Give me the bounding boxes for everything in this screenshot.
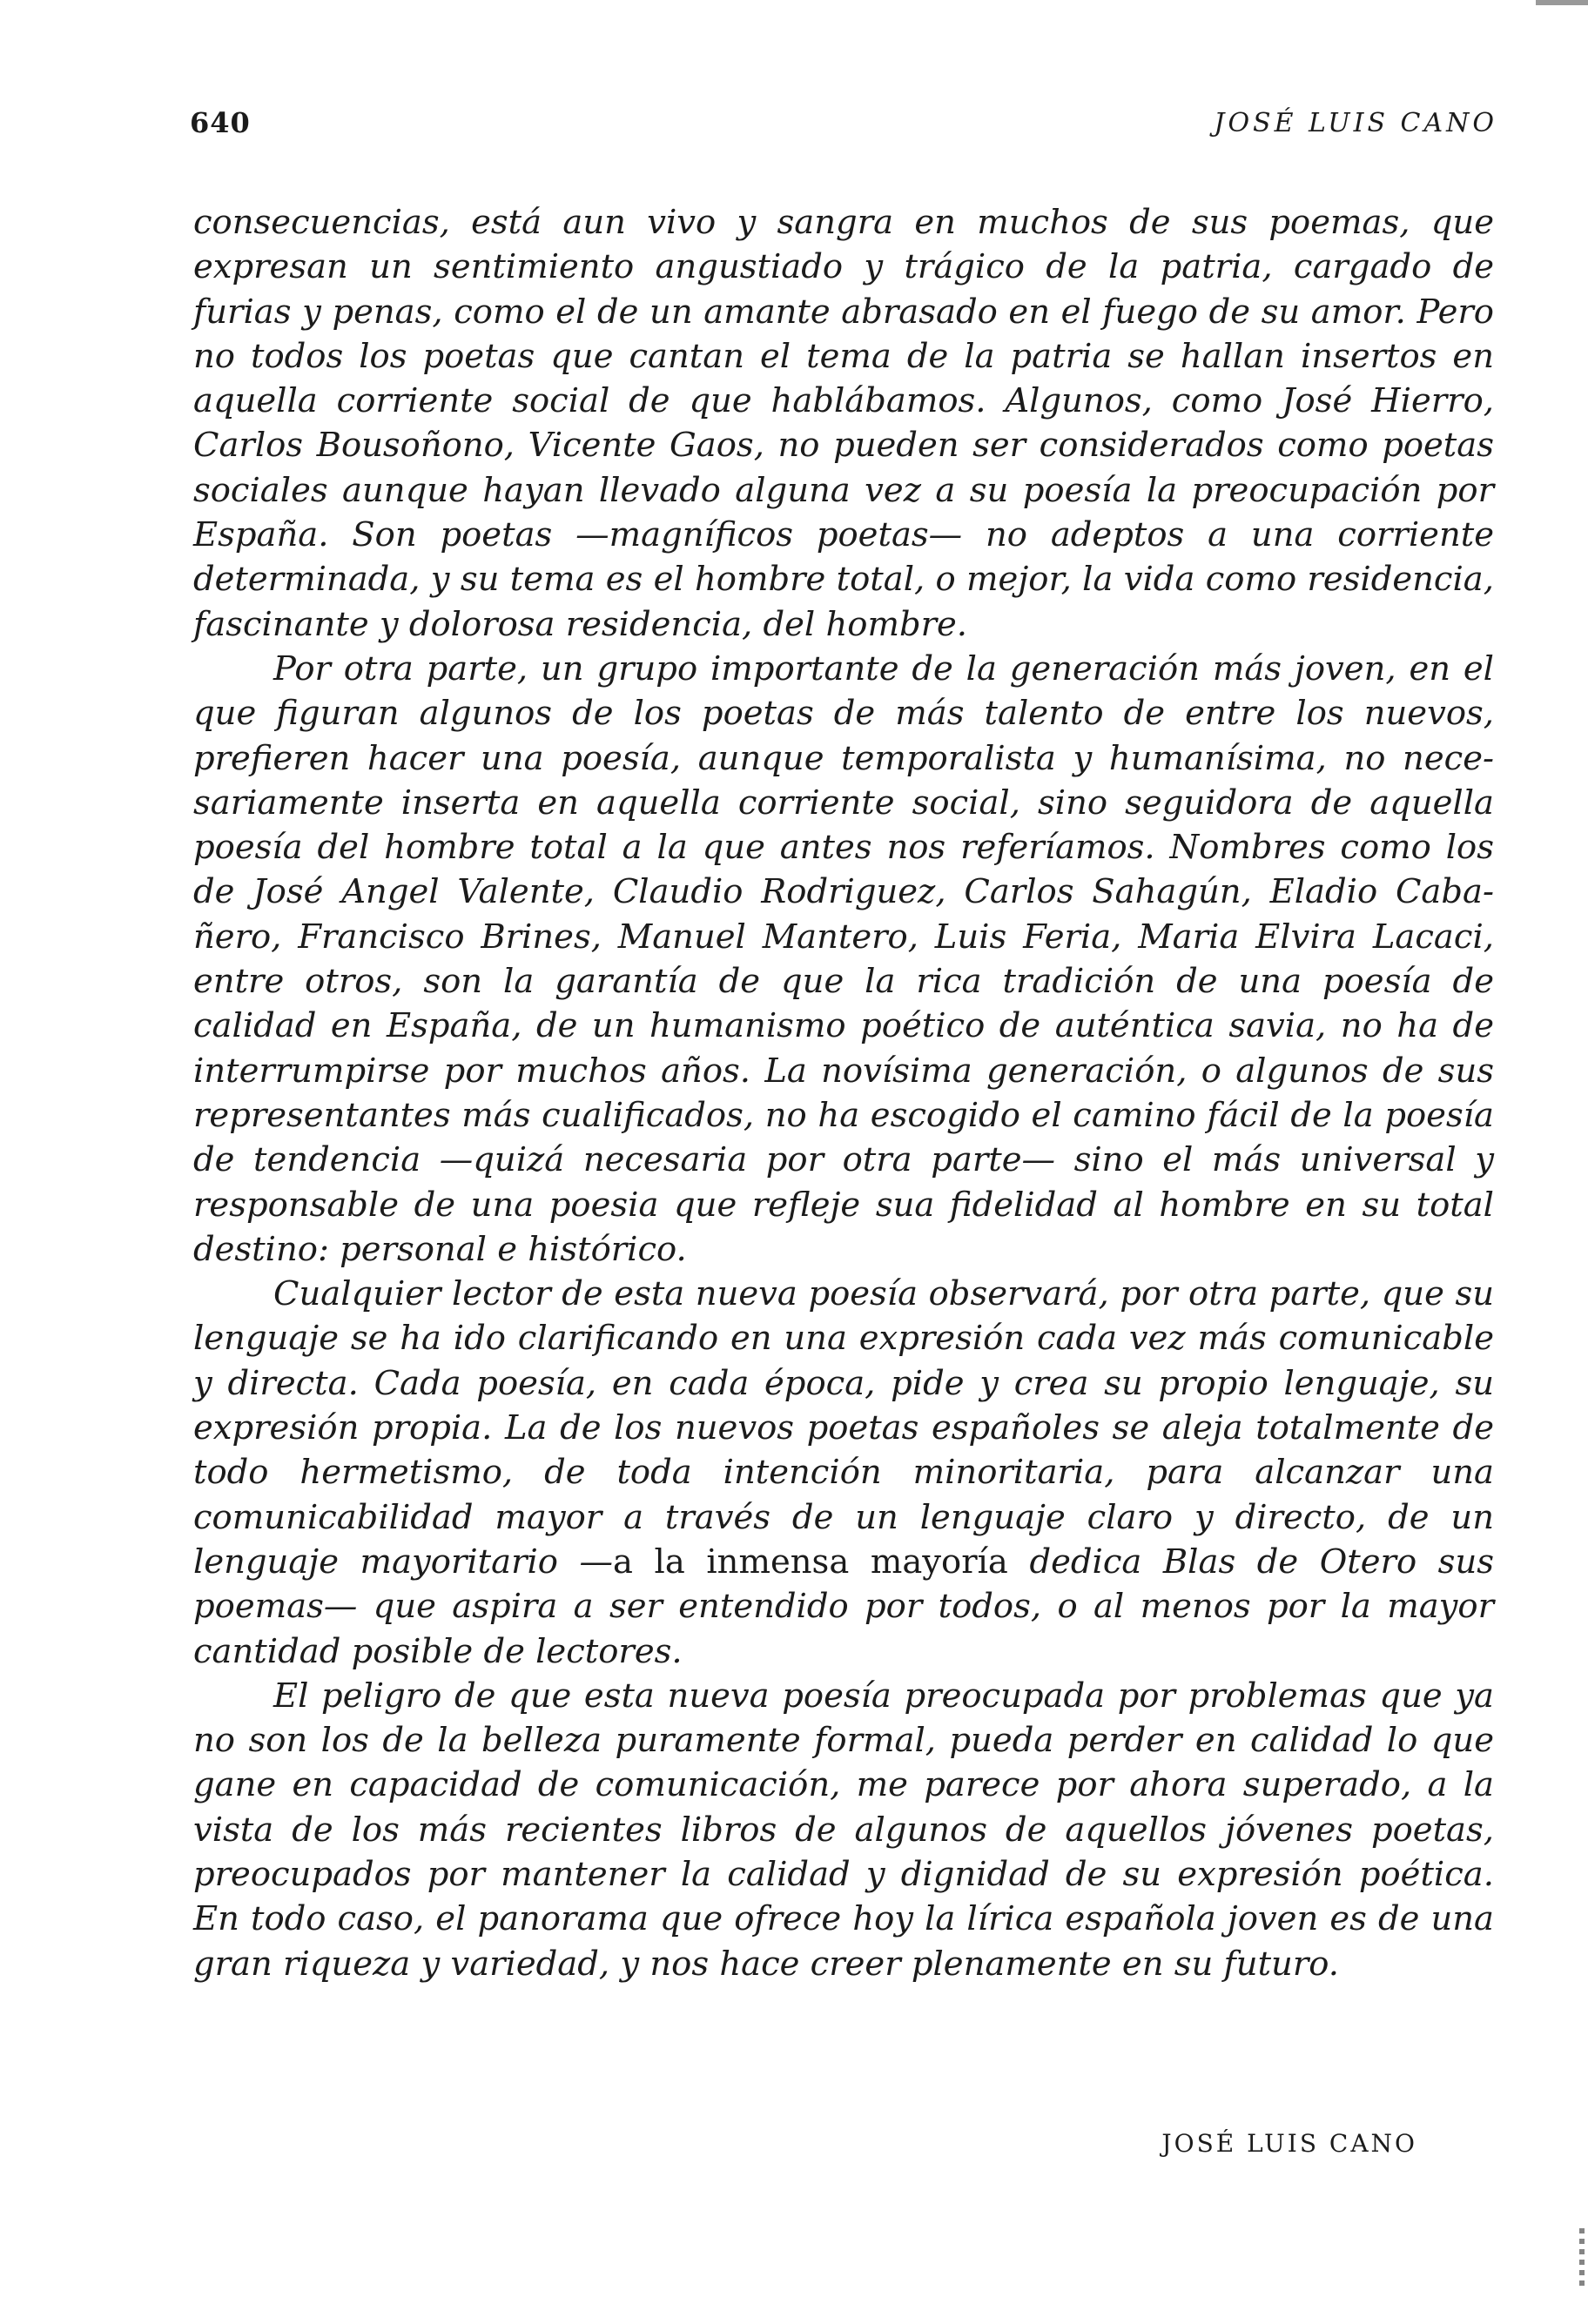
paragraph-2 bbox=[193, 647, 1494, 1272]
paragraph-text: El peligro de que esta nueva poesía preocupada por problemas que ya no son los de la belleza puramente formal, pueda perder en calidad lo que gane en capacidad de comunicación, me parece por ahora superado, a la vista de los más recientes libros de algunos de aquellos jóvenes poetas, preocupados por mantener la calidad y dignidad de su expresión poética. En todo caso, el panorama que ofrece hoy la lírica española joven es de una gran riqueza y variedad, y nos hace creer plenamente en su futuro. bbox=[193, 1676, 1494, 1984]
paragraph-text: dedica Blas de Otero sus poemas— que aspira a ser entendido por todos, o al menos por la mayor cantidad posible de lectores. bbox=[193, 1541, 1494, 1671]
paragraph-text: Cualquier lector de esta nueva poesía observará, por otra parte, que su lenguaje se ha ido clarificando en una expresión cada vez más comunicable y directa. Cada poesía, en cada época, pide y crea su propio lenguaje, su expresión propia. La de los nuevos poetas españoles se aleja totalmente de todo hermetismo, de toda intención minoritaria, para alcanzar una comunicabilidad mayor a través de un lenguaje claro y directo, de un lenguaje mayoritario — bbox=[193, 1274, 1494, 1582]
paragraph-text: consecuencias, está aun vivo y sangra en muchos de sus poemas, que expresan un sentimiento angustiado y trágico de la patria, cargado de furias y penas, como el de un amante abrasado en el fuego de su amor. Pero no todos los poetas que cantan el tema de la patria se hallan insertos en aquella corriente social de que hablábamos. Algunos, como José Hierro, Carlos Bousoñono, Vicente Gaos, no pueden ser considerados como poetas sociales aunque hayan llevado alguna vez a su poesía la preocupación por España. Son poetas —magníficos poetas— no adeptos a una corriente determinada, y su tema es el hombre total, o mejor, la vida como residencia, fascinante y dolorosa residencia, del hombre. bbox=[193, 203, 1494, 644]
roman-quote: a la inmensa mayoría bbox=[613, 1541, 1008, 1582]
author-signature: JOSÉ LUIS CANO bbox=[1161, 2129, 1417, 2158]
scan-artifact bbox=[1579, 2228, 1585, 2289]
paragraph-3 bbox=[193, 1272, 1494, 1674]
scan-artifact bbox=[1536, 0, 1588, 5]
paragraph-1 bbox=[193, 200, 1494, 647]
paragraph-4 bbox=[193, 1674, 1494, 1986]
paragraph-text: Por otra parte, un grupo importante de la generación más joven, en el que figuran algunos de los poetas de más talento de entre los nuevos, prefieren hacer una poesía, aunque temporalista y humanísima, no necesariamente inserta en aquella corriente social, sino seguidora de aquella poesía del hombre total a la que antes nos referíamos. Nombres como los de José Angel Valente, Claudio Rodriguez, Carlos Sahagún, Eladio Cabañero, Francisco Brines, Manuel Mantero, Luis Feria, Maria Elvira Lacaci, entre otros, son la garantía de que la rica tradición de una poesía de calidad en España, de un humanismo poético de auténtica savia, no ha de interrumpirse por muchos años. La novísima generación, o algunos de sus representantes más cualificados, no ha escogido el camino fácil de la poesía de tendencia —quizá necesaria por otra parte— sino el más universal y responsable de una poesia que refleje sua fidelidad al hombre en su total destino: personal e histórico. bbox=[193, 648, 1494, 1269]
running-head: JOSÉ LUIS CANO bbox=[1214, 108, 1497, 138]
article-body bbox=[193, 200, 1494, 1986]
page-number: 640 bbox=[190, 106, 251, 139]
